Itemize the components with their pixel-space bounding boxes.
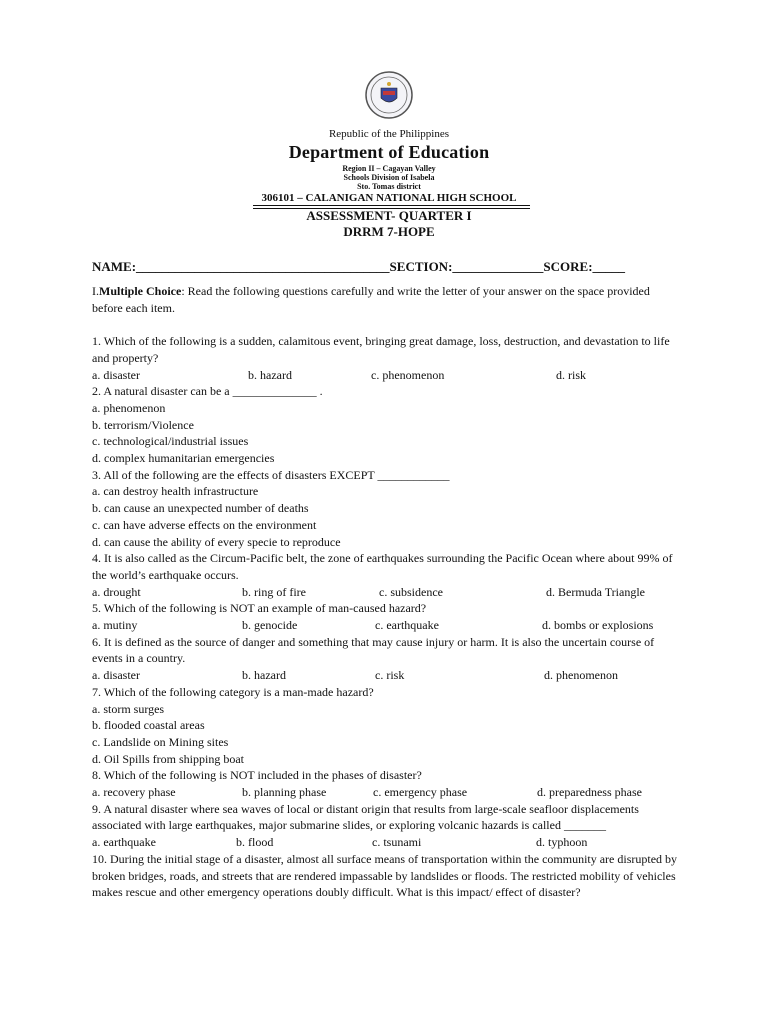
header-divider bbox=[253, 205, 530, 206]
question-6 bbox=[92, 634, 682, 684]
school-name: 306101 – CALANIGAN NATIONAL HIGH SCHOOL bbox=[261, 192, 517, 204]
question-text: 6. It is defined as the source of danger and something that may cause injury or harm. It is also the uncertain course of events in a country. bbox=[92, 634, 655, 666]
choice: b. ring of fire bbox=[242, 584, 306, 599]
deped-seal-logo bbox=[364, 70, 414, 120]
choice: c. risk bbox=[375, 668, 405, 683]
choice: a. mutiny bbox=[92, 618, 138, 633]
choice: c. subsidence bbox=[379, 584, 443, 599]
question-text: 10. During the initial stage of a disaster, almost all surface means of transportation within the community are disrupted by broken bridges, roads, and streets that are rendered impassable by landslides or floods. The restricted mobility of vehicles makes rescue and other emergency operations doubly difficult. What is this impact/ effect of disaster? bbox=[92, 851, 678, 900]
choice: d. typhoon bbox=[536, 835, 588, 850]
subject-title: DRRM 7-HOPE bbox=[343, 224, 435, 239]
choice: a. disaster bbox=[92, 367, 140, 382]
question-3 bbox=[92, 467, 682, 551]
option: d. can cause the ability of every specie to reproduce bbox=[92, 534, 341, 549]
question-7 bbox=[92, 684, 682, 768]
republic-line: Republic of the Philippines bbox=[328, 128, 450, 140]
question-1 bbox=[92, 333, 682, 383]
region-line: Region II – Cagayan Valley bbox=[342, 164, 436, 173]
choice-row bbox=[92, 784, 682, 801]
name-field[interactable]: NAME:_______________________________________ bbox=[92, 259, 390, 274]
question-5 bbox=[92, 600, 682, 633]
choice: b. flood bbox=[236, 835, 274, 850]
instructions: I.Multiple Choice: Read the following questions carefully and write the letter of your answer on the space provided before each item. bbox=[92, 284, 650, 315]
choice: a. earthquake bbox=[92, 835, 156, 850]
option: a. can destroy health infrastructure bbox=[92, 484, 259, 499]
choice: c. tsunami bbox=[372, 835, 422, 850]
choice-row bbox=[92, 367, 682, 384]
choice: d. Bermuda Triangle bbox=[546, 584, 645, 599]
option: a. storm surges bbox=[92, 701, 165, 716]
option: b. terrorism/Violence bbox=[92, 417, 194, 432]
district-line: Sto. Tomas district bbox=[357, 182, 421, 191]
choice: c. emergency phase bbox=[373, 785, 468, 800]
choice: b. hazard bbox=[248, 367, 292, 382]
question-text: 8. Which of the following is NOT included in the phases of disaster? bbox=[92, 768, 422, 783]
choice: b. planning phase bbox=[242, 785, 327, 800]
choice: a. recovery phase bbox=[92, 785, 176, 800]
choice: d. preparedness phase bbox=[537, 785, 642, 800]
choice-row bbox=[92, 834, 682, 851]
choice: a. disaster bbox=[92, 668, 140, 683]
division-line: Schools Division of Isabela bbox=[343, 173, 435, 182]
option: b. can cause an unexpected number of deaths bbox=[92, 501, 309, 516]
choice: b. hazard bbox=[242, 668, 286, 683]
choice: d. phenomenon bbox=[544, 668, 618, 683]
question-8 bbox=[92, 767, 682, 800]
questionnaire bbox=[92, 283, 682, 901]
option: c. technological/industrial issues bbox=[92, 434, 249, 449]
question-10 bbox=[92, 851, 682, 901]
option: c. Landslide on Mining sites bbox=[92, 734, 229, 749]
question-2 bbox=[92, 383, 682, 467]
question-9 bbox=[92, 801, 682, 851]
option: c. can have adverse effects on the environment bbox=[92, 517, 317, 532]
choice: d. risk bbox=[556, 367, 586, 382]
option: b. flooded coastal areas bbox=[92, 718, 205, 733]
choice: d. bombs or explosions bbox=[542, 618, 654, 633]
question-text: 5. Which of the following is NOT an example of man-caused hazard? bbox=[92, 601, 427, 616]
choice-row bbox=[92, 584, 682, 601]
assessment-title: ASSESSMENT- QUARTER I bbox=[306, 208, 472, 223]
question-text: 7. Which of the following category is a man-made hazard? bbox=[92, 684, 374, 699]
question-text: 4. It is also called as the Circum-Pacific belt, the zone of earthquakes surrounding the Pacific Ocean where about 99% of the world’s earthquake occurs. bbox=[92, 551, 673, 582]
option: d. Oil Spills from shipping boat bbox=[92, 751, 245, 766]
section-field[interactable]: SECTION:______________ bbox=[389, 259, 544, 274]
choice-row bbox=[92, 617, 682, 634]
question-text: 2. A natural disaster can be a ______________ . bbox=[92, 384, 323, 399]
department-title: Department of Education bbox=[288, 142, 490, 162]
question-text: 1. Which of the following is a sudden, calamitous event, bringing great damage, loss, destruction, and devastation to life and property? bbox=[92, 334, 670, 365]
option: d. complex humanitarian emergencies bbox=[92, 451, 275, 465]
choice-row bbox=[92, 667, 682, 684]
question-text: 3. All of the following are the effects of disasters EXCEPT ____________ bbox=[92, 467, 450, 482]
question-text: 9. A natural disaster where sea waves of local or distant origin that results from large-scale seafloor displacements associated with large earthquakes, major submarine slides, or exploring volcanic hazards is called _______ bbox=[92, 801, 639, 833]
choice: c. phenomenon bbox=[371, 367, 445, 382]
question-4 bbox=[92, 550, 682, 600]
score-field[interactable]: SCORE:_____ bbox=[543, 259, 626, 274]
choice: b. genocide bbox=[242, 618, 298, 633]
option: a. phenomenon bbox=[92, 400, 166, 415]
choice: a. drought bbox=[92, 584, 141, 599]
choice: c. earthquake bbox=[375, 618, 439, 633]
student-info-row bbox=[92, 259, 625, 275]
